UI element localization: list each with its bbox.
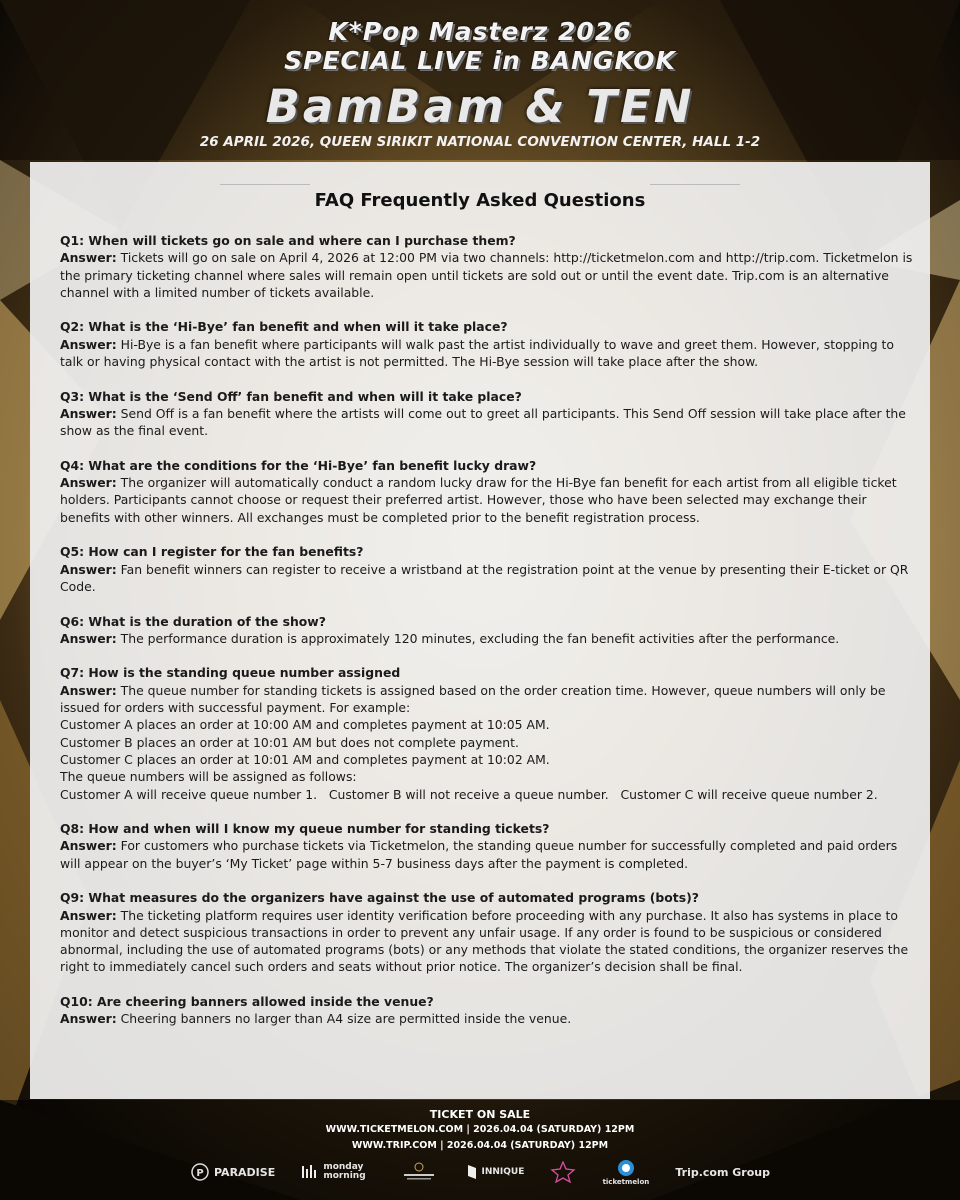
ticketmelon-logo <box>603 1159 650 1186</box>
faq-answer <box>60 249 918 301</box>
paradise-logo <box>190 1162 275 1182</box>
example-line: Customer C places an order at 10:01 AM and completes payment at 10:02 AM. <box>60 751 550 767</box>
faq-item <box>60 457 918 526</box>
monday-morning-logo-text: monday morning <box>323 1162 366 1181</box>
event-header <box>0 0 960 160</box>
example-line: Customer A places an order at 10:00 AM and completes payment at 10:05 AM. <box>60 717 550 733</box>
faq-answer <box>60 474 918 526</box>
trip-sale-line: WWW.TRIP.COM | 2026.04.04 (SATURDAY) 12PM <box>351 1140 609 1151</box>
faq-list <box>60 232 918 1045</box>
example-line: Customer A will receive queue number 1. Customer B will not receive a queue number. Customer C will receive queue number 2. <box>60 786 878 802</box>
answer-label: Answer: <box>60 682 117 698</box>
faq-answer <box>60 682 918 717</box>
answer-label: Answer: <box>60 561 117 577</box>
answer-text: Tickets will go on sale on April 4, 2026 at 12:00 PM via two channels: http://ticketmelon.com and http://trip.com. Ticketmelon is the primary ticketing channel where sales will remain open until tickets are sold out or until the event date. Trip.com is an alternative channel with a limited number of tickets available. <box>60 250 913 300</box>
faq-question: Q1: When will tickets go on sale and where can I purchase them? <box>60 233 516 248</box>
faq-question: Q3: What is the ‘Send Off’ fan benefit and when will it take place? <box>60 388 522 404</box>
answer-text: The queue number for standing tickets is assigned based on the order creation time. However, queue numbers will only be issued for orders with successful payment. For example: <box>60 682 886 716</box>
innique-mark-icon <box>466 1164 478 1180</box>
answer-text: For customers who purchase tickets via Ticketmelon, the standing queue number for successfully completed and paid orders will appear on the buyer’s ‘My Ticket’ page within 5-7 business days after the payment is completed. <box>60 838 898 871</box>
faq-item <box>60 889 918 975</box>
faq-answer <box>60 907 918 976</box>
artist-names: BamBam & TEN <box>265 80 695 133</box>
answer-text: Hi-Bye is a fan benefit where participants will walk past the artist individually to wave and greet them. However, stopping to talk or having physical contact with the artist is not permitted. The Hi-Bye session will take place after the show. <box>60 336 894 370</box>
ticketmelon-logo-text: ticketmelon <box>602 1177 650 1186</box>
star-icon <box>550 1161 576 1183</box>
faq-title: FAQ Frequently Asked Questions <box>314 190 646 211</box>
ticketmelon-sale-line: WWW.TICKETMELON.COM | 2026.04.04 (SATURDAY) 12PM <box>325 1124 635 1135</box>
faq-answer <box>60 561 918 596</box>
faq-answer <box>60 837 918 872</box>
faq-answer <box>60 405 918 440</box>
sponsor-logos <box>190 1157 770 1187</box>
answer-text: The ticketing platform requires user identity verification before proceeding with any purchase. It also has systems in place to monitor and detect suspicious transactions in order to prevent any unfair usage. If any order is found to be suspicious or considered abnormal, including the use of automated programs (bots) or any methods that violate the stated conditions, the organizer reserves the right to immediately cancel such orders and seats without prior notice. The organizer’s decision shall be final. <box>60 907 909 975</box>
agency-emblem-icon <box>399 1161 439 1183</box>
faq-question: Q2: What is the ‘Hi-Bye’ fan benefit and when will it take place? <box>60 319 508 335</box>
faq-item <box>60 232 918 301</box>
example-line: Customer B places an order at 10:01 AM but does not complete payment. <box>60 734 519 750</box>
faq-question: Q5: How can I register for the fan benefits? <box>60 544 364 560</box>
faq-item <box>60 318 918 370</box>
grand-star-logo <box>550 1161 576 1183</box>
answer-text: Cheering banners no larger than A4 size are permitted inside the venue. <box>120 1011 572 1027</box>
faq-question: Q6: What is the duration of the show? <box>60 613 326 629</box>
faq-item <box>60 613 918 648</box>
monday-morning-logo <box>301 1163 373 1181</box>
answer-label: Answer: <box>60 250 117 266</box>
paradise-emblem-icon <box>190 1162 210 1182</box>
trip-com-logo <box>675 1166 770 1179</box>
svg-text:P: P <box>196 1168 204 1179</box>
ticketmelon-icon <box>617 1159 635 1177</box>
answer-label: Answer: <box>60 907 117 923</box>
answer-label: Answer: <box>60 405 117 421</box>
faq-item <box>60 820 918 872</box>
example-line: The queue numbers will be assigned as follows: <box>60 769 357 785</box>
event-subtitle: SPECIAL LIVE in BANGKOK <box>284 46 676 75</box>
answer-text: Send Off is a fan benefit where the artists will come out to greet all participants. This Send Off session will take place after the show as the final event. <box>60 405 906 439</box>
faq-question: Q8: How and when will I know my queue number for standing tickets? <box>60 821 550 837</box>
bars-icon <box>301 1164 319 1180</box>
answer-label: Answer: <box>60 838 117 854</box>
faq-question: Q9: What measures do the organizers have against the use of automated programs (bots)? <box>60 890 699 906</box>
answer-text: The performance duration is approximately 120 minutes, excluding the fan benefit activities after the performance. <box>120 630 840 646</box>
answer-text: Fan benefit winners can register to receive a wristband at the registration point at the venue by presenting their E-ticket or QR Code. <box>60 561 909 594</box>
trip-com-logo-text: Trip.com Group <box>675 1165 770 1179</box>
ticket-sale-footer <box>0 1107 960 1154</box>
faq-item <box>60 664 918 802</box>
faq-item <box>60 388 918 440</box>
faq-question: Q7: How is the standing queue number assigned <box>60 665 401 681</box>
answer-label: Answer: <box>60 630 117 646</box>
event-series-title: K*Pop Masterz 2026 <box>328 17 632 46</box>
faq-answer <box>60 336 918 371</box>
answer-label: Answer: <box>60 336 117 352</box>
korean-agency-logo <box>399 1161 439 1183</box>
title-divider-right <box>650 184 740 185</box>
answer-label: Answer: <box>60 1011 117 1027</box>
faq-answer <box>60 630 918 647</box>
faq-answer <box>60 1010 918 1027</box>
paradise-logo-text: PARADISE <box>214 1165 276 1179</box>
faq-item <box>60 993 918 1028</box>
innique-logo <box>466 1164 525 1180</box>
innique-logo-text: INNIQUE <box>481 1167 525 1177</box>
title-divider-left <box>220 184 310 185</box>
faq-item <box>60 543 918 595</box>
answer-label: Answer: <box>60 475 117 491</box>
answer-text: The organizer will automatically conduct a random lucky draw for the Hi-Bye fan benefit for each artist from all eligible ticket holders. Participants cannot choose or request their preferred artist. However, those who have been selected may exchange their benefits with other winners. All exchanges must be completed prior to the benefit registration process. <box>60 475 897 525</box>
ticket-sale-title: TICKET ON SALE <box>429 1108 531 1121</box>
faq-question: Q10: Are cheering banners allowed inside the venue? <box>60 994 434 1010</box>
faq-question: Q4: What are the conditions for the ‘Hi-Bye’ fan benefit lucky draw? <box>60 457 537 473</box>
event-date-venue: 26 APRIL 2026, QUEEN SIRIKIT NATIONAL CONVENTION CENTER, HALL 1-2 <box>199 134 761 150</box>
